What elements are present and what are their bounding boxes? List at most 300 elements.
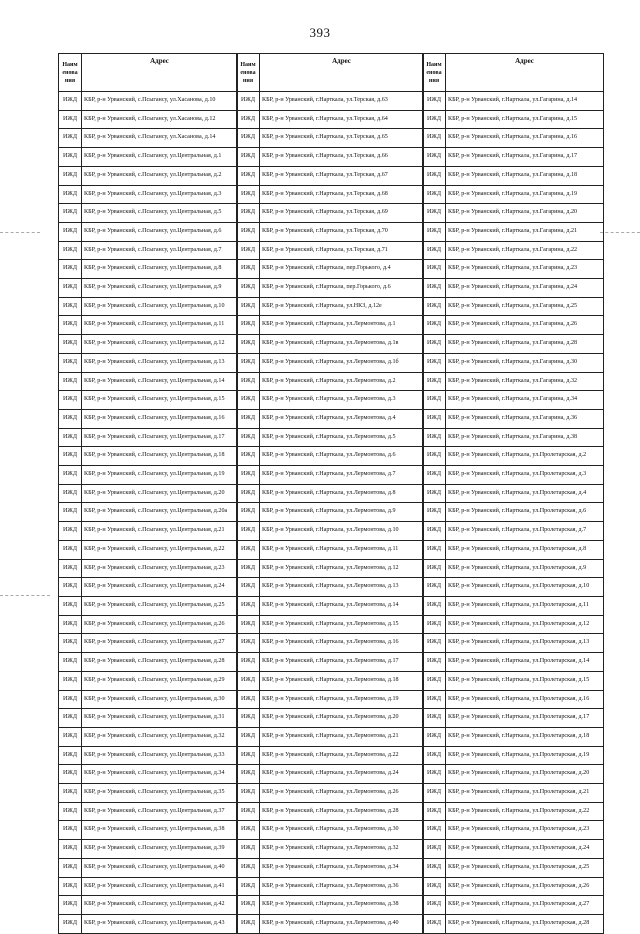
address-cell: КБР, р-н Урванский, г.Нарткала, ул.Лермонтова, д.13 xyxy=(260,578,424,597)
table-row xyxy=(59,559,238,578)
building-type-cell: ИЖД xyxy=(237,335,260,354)
table-row xyxy=(423,821,604,840)
address-cell: КБР, р-н Урванский, с.Псыгансу, ул.Центральная, д.18 xyxy=(82,447,238,466)
address-cell: КБР, р-н Урванский, с.Псыгансу, ул.Центральная, д.29 xyxy=(82,671,238,690)
building-type-cell: ИЖД xyxy=(237,653,260,672)
building-type-cell: ИЖД xyxy=(237,297,260,316)
address-cell: КБР, р-н Урванский, г.Нарткала, ул.Лермонтова, д.26 xyxy=(260,784,424,803)
table-row xyxy=(59,540,238,559)
table-row xyxy=(237,335,424,354)
address-cell: КБР, р-н Урванский, с.Псыгансу, ул.Центральная, д.33 xyxy=(82,746,238,765)
table-row xyxy=(59,110,238,129)
address-cell: КБР, р-н Урванский, с.Псыгансу, ул.Центральная, д.20 xyxy=(82,484,238,503)
address-cell: КБР, р-н Урванский, г.Нарткала, ул.Гагарина, д.28 xyxy=(446,335,604,354)
address-cell: КБР, р-н Урванский, с.Псыгансу, ул.Центральная, д.34 xyxy=(82,765,238,784)
table-row xyxy=(237,877,424,896)
building-type-cell: ИЖД xyxy=(237,204,260,223)
building-type-cell: ИЖД xyxy=(423,615,446,634)
building-type-cell: ИЖД xyxy=(423,765,446,784)
building-type-cell: ИЖД xyxy=(423,297,446,316)
building-type-cell: ИЖД xyxy=(59,297,82,316)
table-row xyxy=(423,129,604,148)
building-type-cell: ИЖД xyxy=(59,391,82,410)
address-cell: КБР, р-н Урванский, г.Нарткала, ул.Пролетарская, д.27 xyxy=(446,896,604,915)
building-type-cell: ИЖД xyxy=(59,896,82,915)
building-type-cell: ИЖД xyxy=(59,578,82,597)
building-type-cell: ИЖД xyxy=(59,746,82,765)
building-type-cell: ИЖД xyxy=(237,802,260,821)
building-type-cell: ИЖД xyxy=(237,746,260,765)
address-cell: КБР, р-н Урванский, г.Нарткала, ул.Пролетарская, д.3 xyxy=(446,466,604,485)
table-row xyxy=(59,166,238,185)
building-type-cell: ИЖД xyxy=(237,185,260,204)
table-row xyxy=(237,92,424,111)
building-type-cell: ИЖД xyxy=(423,447,446,466)
building-type-cell: ИЖД xyxy=(59,92,82,111)
building-type-cell: ИЖД xyxy=(423,353,446,372)
address-cell: КБР, р-н Урванский, г.Нарткала, ул.Гагарина, д.20 xyxy=(446,204,604,223)
address-cell: КБР, р-н Урванский, г.Нарткала, ул.Пролетарская, д.23 xyxy=(446,821,604,840)
address-cell: КБР, р-н Урванский, г.Нарткала, ул.Лермонтова, д.1в xyxy=(260,335,424,354)
table-row xyxy=(237,821,424,840)
building-type-cell: ИЖД xyxy=(423,896,446,915)
address-cell: КБР, р-н Урванский, г.Нарткала, ул.Лермонтова, д.4 xyxy=(260,409,424,428)
building-type-cell: ИЖД xyxy=(237,914,260,933)
table-row xyxy=(237,746,424,765)
address-cell: КБР, р-н Урванский, г.Нарткала, ул.Гагарина, д.14 xyxy=(446,92,604,111)
address-cell: КБР, р-н Урванский, с.Псыгансу, ул.Центральная, д.21 xyxy=(82,522,238,541)
table-row xyxy=(237,522,424,541)
building-type-cell: ИЖД xyxy=(237,466,260,485)
building-type-cell: ИЖД xyxy=(237,222,260,241)
building-type-cell: ИЖД xyxy=(59,840,82,859)
building-type-cell: ИЖД xyxy=(59,335,82,354)
table-row xyxy=(59,148,238,167)
table-row xyxy=(423,653,604,672)
table-header-row xyxy=(237,54,424,92)
table-row xyxy=(237,241,424,260)
table-row xyxy=(59,316,238,335)
address-cell: КБР, р-н Урванский, г.Нарткала, ул.Пролетарская, д.2 xyxy=(446,447,604,466)
table-row xyxy=(237,765,424,784)
building-type-cell: ИЖД xyxy=(237,858,260,877)
table-row xyxy=(59,709,238,728)
table-row xyxy=(423,110,604,129)
table-row xyxy=(59,746,238,765)
table-row xyxy=(423,746,604,765)
table-row xyxy=(423,765,604,784)
address-column-header: Адрес xyxy=(82,54,238,92)
address-cell: КБР, р-н Урванский, г.Нарткала, ул.Пролетарская, д.12 xyxy=(446,615,604,634)
table-row xyxy=(59,653,238,672)
address-cell: КБР, р-н Урванский, г.Нарткала, ул.Пролетарская, д.9 xyxy=(446,559,604,578)
building-type-cell: ИЖД xyxy=(237,690,260,709)
building-type-cell: ИЖД xyxy=(423,784,446,803)
table-row xyxy=(237,858,424,877)
address-cell: КБР, р-н Урванский, г.Нарткала, ул.Пролетарская, д.14 xyxy=(446,653,604,672)
building-type-cell: ИЖД xyxy=(59,559,82,578)
table-row xyxy=(423,690,604,709)
address-cell: КБР, р-н Урванский, г.Нарткала, ул.Гагарина, д.19 xyxy=(446,185,604,204)
building-type-cell: ИЖД xyxy=(237,559,260,578)
address-cell: КБР, р-н Урванский, с.Псыгансу, ул.Центральная, д.13 xyxy=(82,353,238,372)
table-row xyxy=(423,802,604,821)
building-type-cell: ИЖД xyxy=(59,279,82,298)
table-header-row xyxy=(423,54,604,92)
building-type-cell: ИЖД xyxy=(237,428,260,447)
address-cell: КБР, р-н Урванский, г.Нарткала, ул.Лермонтова, д.38 xyxy=(260,896,424,915)
table-row xyxy=(237,222,424,241)
building-type-cell: ИЖД xyxy=(59,353,82,372)
table-row xyxy=(423,522,604,541)
building-type-cell: ИЖД xyxy=(237,615,260,634)
address-cell: КБР, р-н Урванский, г.Нарткала, ул.Терская, д.71 xyxy=(260,241,424,260)
address-cell: КБР, р-н Урванский, г.Нарткала, пер.Горького, д.6 xyxy=(260,279,424,298)
table-row xyxy=(423,222,604,241)
table-row xyxy=(59,484,238,503)
building-type-cell: ИЖД xyxy=(59,634,82,653)
building-type-cell: ИЖД xyxy=(423,746,446,765)
table-row xyxy=(423,540,604,559)
address-cell: КБР, р-н Урванский, г.Нарткала, ул.Лермонтова, д.8 xyxy=(260,484,424,503)
table-row xyxy=(59,297,238,316)
table-row xyxy=(237,653,424,672)
table-row xyxy=(423,297,604,316)
table-row xyxy=(237,279,424,298)
table-row xyxy=(237,484,424,503)
address-cell: КБР, р-н Урванский, г.Нарткала, ул.Лермонтова, д.2 xyxy=(260,372,424,391)
address-cell: КБР, р-н Урванский, г.Нарткала, ул.Терская, д.68 xyxy=(260,185,424,204)
building-type-cell: ИЖД xyxy=(59,129,82,148)
address-cell: КБР, р-н Урванский, г.Нарткала, ул.Лермонтова, д.14 xyxy=(260,596,424,615)
address-cell: КБР, р-н Урванский, г.Нарткала, пер.Горького, д.4 xyxy=(260,260,424,279)
building-type-cell: ИЖД xyxy=(423,148,446,167)
address-cell: КБР, р-н Урванский, с.Псыгансу, ул.Центральная, д.19 xyxy=(82,466,238,485)
address-cell: КБР, р-н Урванский, г.Нарткала, ул.Лермонтова, д.1б xyxy=(260,353,424,372)
building-type-cell: ИЖД xyxy=(59,166,82,185)
address-cell: КБР, р-н Урванский, г.Нарткала, ул.Пролетарская, д.17 xyxy=(446,709,604,728)
address-column-header: Адрес xyxy=(446,54,604,92)
table-row xyxy=(423,391,604,410)
building-type-cell: ИЖД xyxy=(59,671,82,690)
building-type-cell: ИЖД xyxy=(237,877,260,896)
building-type-cell: ИЖД xyxy=(59,466,82,485)
table-row xyxy=(423,466,604,485)
table-row xyxy=(423,596,604,615)
table-row xyxy=(237,409,424,428)
building-type-cell: ИЖД xyxy=(423,653,446,672)
address-cell: КБР, р-н Урванский, г.Нарткала, ул.Пролетарская, д.18 xyxy=(446,727,604,746)
building-type-cell: ИЖД xyxy=(237,540,260,559)
table-row xyxy=(237,896,424,915)
address-cell: КБР, р-н Урванский, г.Нарткала, ул.Пролетарская, д.16 xyxy=(446,690,604,709)
building-type-cell: ИЖД xyxy=(59,316,82,335)
table-row xyxy=(59,222,238,241)
address-cell: КБР, р-н Урванский, с.Псыгансу, ул.Центральная, д.12 xyxy=(82,335,238,354)
address-cell: КБР, р-н Урванский, с.Псыгансу, ул.Хасанова, д.14 xyxy=(82,129,238,148)
table-row xyxy=(59,447,238,466)
address-cell: КБР, р-н Урванский, с.Псыгансу, ул.Центральная, д.17 xyxy=(82,428,238,447)
address-cell: КБР, р-н Урванский, г.Нарткала, ул.Гагарина, д.38 xyxy=(446,428,604,447)
building-type-cell: ИЖД xyxy=(59,428,82,447)
address-table xyxy=(58,53,238,934)
table-row xyxy=(59,634,238,653)
address-cell: КБР, р-н Урванский, г.Нарткала, ул.Лермонтова, д.20 xyxy=(260,709,424,728)
table-row xyxy=(237,784,424,803)
table-row xyxy=(237,540,424,559)
table-row xyxy=(423,260,604,279)
building-type-cell: ИЖД xyxy=(237,353,260,372)
address-cell: КБР, р-н Урванский, г.Нарткала, ул.Лермонтова, д.18 xyxy=(260,671,424,690)
table-row xyxy=(423,503,604,522)
address-cell: КБР, р-н Урванский, с.Псыгансу, ул.Центральная, д.10 xyxy=(82,297,238,316)
table-row xyxy=(423,858,604,877)
address-cell: КБР, р-н Урванский, г.Нарткала, ул.Пролетарская, д.21 xyxy=(446,784,604,803)
table-row xyxy=(59,204,238,223)
table-row xyxy=(59,466,238,485)
building-type-cell: ИЖД xyxy=(423,709,446,728)
building-type-cell: ИЖД xyxy=(59,765,82,784)
table-row xyxy=(59,279,238,298)
address-cell: КБР, р-н Урванский, г.Нарткала, ул.Терская, д.70 xyxy=(260,222,424,241)
address-cell: КБР, р-н Урванский, г.Нарткала, ул.Терская, д.63 xyxy=(260,92,424,111)
table-row xyxy=(59,260,238,279)
table-row xyxy=(59,896,238,915)
address-cell: КБР, р-н Урванский, с.Псыгансу, ул.Центральная, д.2 xyxy=(82,166,238,185)
address-cell: КБР, р-н Урванский, г.Нарткала, ул.Пролетарская, д.8 xyxy=(446,540,604,559)
table-row xyxy=(59,522,238,541)
building-type-cell: ИЖД xyxy=(423,802,446,821)
address-cell: КБР, р-н Урванский, г.Нарткала, ул.Пролетарская, д.15 xyxy=(446,671,604,690)
building-type-cell: ИЖД xyxy=(423,727,446,746)
table-row xyxy=(423,241,604,260)
building-type-cell: ИЖД xyxy=(59,260,82,279)
table-row xyxy=(423,896,604,915)
address-cell: КБР, р-н Урванский, г.Нарткала, ул.Терская, д.66 xyxy=(260,148,424,167)
table-row xyxy=(59,765,238,784)
address-cell: КБР, р-н Урванский, г.Нарткала, ул.Гагарина, д.15 xyxy=(446,110,604,129)
table-row xyxy=(423,840,604,859)
building-type-cell: ИЖД xyxy=(237,578,260,597)
building-type-cell: ИЖД xyxy=(237,166,260,185)
address-cell: КБР, р-н Урванский, г.Нарткала, ул.Лермонтова, д.12 xyxy=(260,559,424,578)
table-row xyxy=(423,372,604,391)
table-row xyxy=(423,484,604,503)
table-row xyxy=(423,185,604,204)
building-type-cell: ИЖД xyxy=(59,615,82,634)
building-type-cell: ИЖД xyxy=(59,877,82,896)
building-type-cell: ИЖД xyxy=(423,840,446,859)
building-type-cell: ИЖД xyxy=(237,896,260,915)
table-row xyxy=(423,671,604,690)
building-type-cell: ИЖД xyxy=(423,110,446,129)
address-cell: КБР, р-н Урванский, г.Нарткала, ул.Лермонтова, д.17 xyxy=(260,653,424,672)
table-row xyxy=(423,279,604,298)
table-row xyxy=(237,129,424,148)
address-cell: КБР, р-н Урванский, с.Псыгансу, ул.Центральная, д.24 xyxy=(82,578,238,597)
address-column-1 xyxy=(58,53,238,934)
address-cell: КБР, р-н Урванский, г.Нарткала, ул.Гагарина, д.34 xyxy=(446,391,604,410)
address-cell: КБР, р-н Урванский, с.Псыгансу, ул.Центральная, д.27 xyxy=(82,634,238,653)
building-type-cell: ИЖД xyxy=(237,148,260,167)
address-cell: КБР, р-н Урванский, с.Псыгансу, ул.Центральная, д.16 xyxy=(82,409,238,428)
page-number: 393 xyxy=(309,25,331,40)
building-type-cell: ИЖД xyxy=(423,316,446,335)
building-type-cell: ИЖД xyxy=(423,241,446,260)
table-row xyxy=(59,821,238,840)
table-row xyxy=(237,634,424,653)
address-cell: КБР, р-н Урванский, с.Псыгансу, ул.Хасанова, д.12 xyxy=(82,110,238,129)
address-cell: КБР, р-н Урванский, г.Нарткала, ул.Пролетарская, д.19 xyxy=(446,746,604,765)
building-type-cell: ИЖД xyxy=(423,409,446,428)
address-cell: КБР, р-н Урванский, с.Псыгансу, ул.Центральная, д.32 xyxy=(82,727,238,746)
building-type-cell: ИЖД xyxy=(423,877,446,896)
building-type-cell: ИЖД xyxy=(237,110,260,129)
building-type-cell: ИЖД xyxy=(59,185,82,204)
table-row xyxy=(423,166,604,185)
address-cell: КБР, р-н Урванский, с.Псыгансу, ул.Центральная, д.26 xyxy=(82,615,238,634)
address-cell: КБР, р-н Урванский, с.Псыгансу, ул.Центральная, д.20а xyxy=(82,503,238,522)
building-type-cell: ИЖД xyxy=(423,166,446,185)
building-type-cell: ИЖД xyxy=(237,92,260,111)
building-type-cell: ИЖД xyxy=(423,634,446,653)
building-type-cell: ИЖД xyxy=(237,522,260,541)
building-type-cell: ИЖД xyxy=(237,372,260,391)
table-row xyxy=(237,185,424,204)
table-row xyxy=(59,914,238,933)
address-cell: КБР, р-н Урванский, с.Псыгансу, ул.Центральная, д.22 xyxy=(82,540,238,559)
table-row xyxy=(423,353,604,372)
table-row xyxy=(423,409,604,428)
building-type-cell: ИЖД xyxy=(237,634,260,653)
table-row xyxy=(59,409,238,428)
building-type-cell: ИЖД xyxy=(423,335,446,354)
table-row xyxy=(59,727,238,746)
address-cell: КБР, р-н Урванский, с.Псыгансу, ул.Центральная, д.41 xyxy=(82,877,238,896)
building-type-cell: ИЖД xyxy=(237,671,260,690)
address-cell: КБР, р-н Урванский, г.Нарткала, ул.Пролетарская, д.22 xyxy=(446,802,604,821)
address-cell: КБР, р-н Урванский, г.Нарткала, ул.Пролетарская, д.13 xyxy=(446,634,604,653)
table-row xyxy=(59,596,238,615)
address-cell: КБР, р-н Урванский, г.Нарткала, ул.Лермонтова, д.30 xyxy=(260,821,424,840)
address-cell: КБР, р-н Урванский, г.Нарткала, ул.Гагарина, д.25 xyxy=(446,297,604,316)
address-cell: КБР, р-н Урванский, г.Нарткала, ул.Лермонтова, д.1 xyxy=(260,316,424,335)
address-cell: КБР, р-н Урванский, с.Псыгансу, ул.Центральная, д.35 xyxy=(82,784,238,803)
building-type-cell: ИЖД xyxy=(423,260,446,279)
building-type-cell: ИЖД xyxy=(237,727,260,746)
address-cell: КБР, р-н Урванский, с.Псыгансу, ул.Центральная, д.8 xyxy=(82,260,238,279)
address-cell: КБР, р-н Урванский, с.Псыгансу, ул.Центральная, д.30 xyxy=(82,690,238,709)
address-cell: КБР, р-н Урванский, г.Нарткала, ул.Терская, д.69 xyxy=(260,204,424,223)
building-type-cell: ИЖД xyxy=(59,784,82,803)
table-row xyxy=(59,578,238,597)
address-cell: КБР, р-н Урванский, г.Нарткала, ул.Пролетарская, д.7 xyxy=(446,522,604,541)
table-row xyxy=(423,316,604,335)
address-cell: КБР, р-н Урванский, с.Псыгансу, ул.Центральная, д.31 xyxy=(82,709,238,728)
building-type-cell: ИЖД xyxy=(423,391,446,410)
building-type-cell: ИЖД xyxy=(59,522,82,541)
building-type-cell: ИЖД xyxy=(423,914,446,933)
table-row xyxy=(59,391,238,410)
address-cell: КБР, р-н Урванский, г.Нарткала, ул.Лермонтова, д.40 xyxy=(260,914,424,933)
table-row xyxy=(237,297,424,316)
building-type-cell: ИЖД xyxy=(237,821,260,840)
table-row xyxy=(237,148,424,167)
address-cell: КБР, р-н Урванский, г.Нарткала, ул.Лермонтова, д.16 xyxy=(260,634,424,653)
table-row xyxy=(423,634,604,653)
address-column-2 xyxy=(236,53,424,934)
address-cell: КБР, р-н Урванский, с.Псыгансу, ул.Центральная, д.15 xyxy=(82,391,238,410)
building-type-cell: ИЖД xyxy=(423,204,446,223)
table-row xyxy=(237,260,424,279)
building-type-cell: ИЖД xyxy=(423,578,446,597)
building-type-cell: ИЖД xyxy=(237,409,260,428)
building-type-cell: ИЖД xyxy=(423,129,446,148)
table-row xyxy=(237,727,424,746)
building-type-cell: ИЖД xyxy=(237,484,260,503)
building-type-cell: ИЖД xyxy=(59,372,82,391)
address-cell: КБР, р-н Урванский, г.Нарткала, ул.Пролетарская, д.10 xyxy=(446,578,604,597)
address-column-3 xyxy=(422,53,604,934)
address-cell: КБР, р-н Урванский, г.Нарткала, ул.Пролетарская, д.6 xyxy=(446,503,604,522)
table-row xyxy=(59,615,238,634)
table-row xyxy=(237,690,424,709)
building-type-cell: ИЖД xyxy=(423,185,446,204)
address-column-header: Адрес xyxy=(260,54,424,92)
building-type-cell: ИЖД xyxy=(423,540,446,559)
table-row xyxy=(423,709,604,728)
address-cell: КБР, р-н Урванский, г.Нарткала, ул.Гагарина, д.21 xyxy=(446,222,604,241)
building-type-cell: ИЖД xyxy=(59,241,82,260)
building-type-cell: ИЖД xyxy=(423,484,446,503)
building-type-cell: ИЖД xyxy=(423,222,446,241)
address-cell: КБР, р-н Урванский, г.Нарткала, ул.Лермонтова, д.6 xyxy=(260,447,424,466)
building-type-cell: ИЖД xyxy=(423,428,446,447)
table-header-row xyxy=(59,54,238,92)
address-cell: КБР, р-н Урванский, с.Псыгансу, ул.Центральная, д.38 xyxy=(82,821,238,840)
address-cell: КБР, р-н Урванский, с.Псыгансу, ул.Центральная, д.42 xyxy=(82,896,238,915)
address-cell: КБР, р-н Урванский, г.Нарткала, ул.Пролетарская, д.28 xyxy=(446,914,604,933)
building-type-cell: ИЖД xyxy=(237,709,260,728)
building-type-cell: ИЖД xyxy=(237,784,260,803)
table-row xyxy=(423,148,604,167)
address-cell: КБР, р-н Урванский, г.Нарткала, ул.Терская, д.67 xyxy=(260,166,424,185)
building-type-cell: ИЖД xyxy=(237,241,260,260)
building-type-cell: ИЖД xyxy=(59,222,82,241)
address-cell: КБР, р-н Урванский, г.Нарткала, ул.Гагарина, д.16 xyxy=(446,129,604,148)
type-column-header: Наим енова ния xyxy=(423,54,446,92)
address-cell: КБР, р-н Урванский, г.Нарткала, ул.Лермонтова, д.21 xyxy=(260,727,424,746)
address-cell: КБР, р-н Урванский, г.Нарткала, ул.Лермонтова, д.19 xyxy=(260,690,424,709)
address-cell: КБР, р-н Урванский, с.Псыгансу, ул.Центральная, д.11 xyxy=(82,316,238,335)
building-type-cell: ИЖД xyxy=(237,765,260,784)
address-cell: КБР, р-н Урванский, г.Нарткала, ул.Терская, д.65 xyxy=(260,129,424,148)
table-row xyxy=(423,335,604,354)
table-row xyxy=(423,727,604,746)
building-type-cell: ИЖД xyxy=(59,727,82,746)
table-row xyxy=(423,784,604,803)
table-row xyxy=(59,241,238,260)
table-row xyxy=(237,166,424,185)
address-cell: КБР, р-н Урванский, с.Псыгансу, ул.Центральная, д.3 xyxy=(82,185,238,204)
address-cell: КБР, р-н Урванский, г.Нарткала, ул.Гагарина, д.36 xyxy=(446,409,604,428)
building-type-cell: ИЖД xyxy=(423,503,446,522)
building-type-cell: ИЖД xyxy=(237,316,260,335)
building-type-cell: ИЖД xyxy=(423,596,446,615)
address-cell: КБР, р-н Урванский, г.Нарткала, ул.Гагарина, д.18 xyxy=(446,166,604,185)
address-cell: КБР, р-н Урванский, г.Нарткала, ул.Гагарина, д.17 xyxy=(446,148,604,167)
table-row xyxy=(237,204,424,223)
